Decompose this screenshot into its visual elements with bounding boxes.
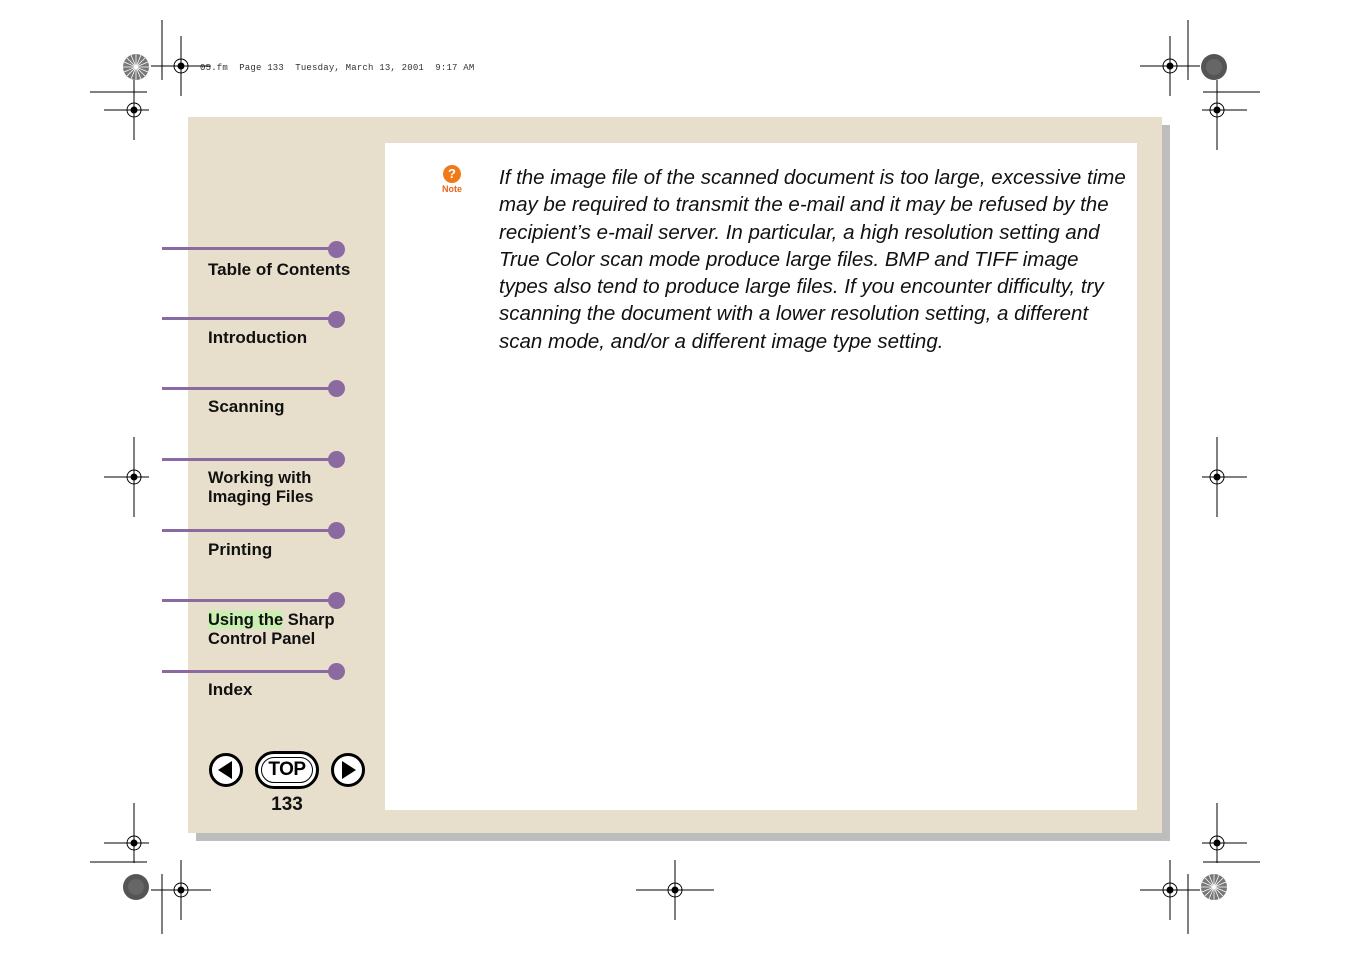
sidebar-item-label-line1: Working with <box>208 469 312 487</box>
sidebar-item-using-the-sharp-control-panel[interactable] <box>208 611 335 649</box>
registration-mark <box>636 860 716 920</box>
sidebar-bullet-icon <box>328 663 345 680</box>
sidebar-item-working-with-imaging-files[interactable] <box>208 469 313 507</box>
sidebar-item-index[interactable]: Index <box>208 680 253 699</box>
sidebar-item-label-line2: Imaging Files <box>208 488 314 506</box>
sidebar-bullet-icon <box>328 451 345 468</box>
sidebar-item-label-line1 <box>208 611 335 630</box>
left-arrow-icon <box>212 756 240 784</box>
page-number: 133 <box>271 794 303 815</box>
sidebar-bullet-icon <box>328 311 345 328</box>
top-button-label: TOP <box>268 759 306 780</box>
registration-mark <box>104 80 164 140</box>
right-arrow-icon <box>334 756 362 784</box>
sidebar-item-label-line2: Control Panel <box>208 630 316 648</box>
registration-mark <box>151 860 211 920</box>
sidebar-bullet-icon <box>328 380 345 397</box>
next-page-button[interactable] <box>331 753 365 787</box>
sidebar-divider <box>162 458 337 461</box>
sidebar-item-introduction[interactable]: Introduction <box>208 328 308 347</box>
sidebar-bullet-icon <box>328 592 345 609</box>
starburst-mark <box>122 53 150 81</box>
registration-mark <box>104 437 164 517</box>
previous-page-button[interactable] <box>209 753 243 787</box>
starburst-mark <box>1200 873 1228 901</box>
sidebar-divider <box>162 670 337 673</box>
print-header: 05.fm Page 133 Tuesday, March 13, 2001 9:17 AM <box>200 63 475 73</box>
sidebar-item-table-of-contents[interactable]: Table of Contents <box>208 260 351 279</box>
sidebar-divider <box>162 317 337 320</box>
question-icon: ? <box>443 165 461 183</box>
sidebar-item-scanning[interactable]: Scanning <box>208 397 285 416</box>
note-text: If the image file of the scanned document is too large, excessive time may be required to transmit the e-mail and it may be refused by the recipient’s e-mail server. In particular, a high resolution setting and True Color scan mode produce large files. BMP and TIFF image types also tend to produce large files. If you encounter difficulty, try scanning the document with a lower resolution setting, a different scan mode, and/or a different image type setting. <box>499 166 1126 353</box>
registration-mark <box>1187 80 1247 150</box>
sidebar-item-printing[interactable]: Printing <box>208 540 273 559</box>
hover-highlight: Using the <box>208 611 284 629</box>
registration-mark <box>1187 437 1247 517</box>
sidebar-divider <box>162 529 337 532</box>
gray-dot-mark <box>122 873 150 901</box>
sidebar-divider <box>162 599 337 602</box>
sidebar-bullet-icon <box>328 522 345 539</box>
sidebar-divider <box>162 247 337 250</box>
sidebar-bullet-icon <box>328 241 345 258</box>
registration-mark <box>1140 860 1200 920</box>
note-icon <box>441 165 463 197</box>
sidebar-divider <box>162 387 337 390</box>
top-button[interactable] <box>255 751 319 789</box>
gray-dot-mark <box>1200 53 1228 81</box>
sidebar-item-label-rest: Sharp <box>283 611 335 629</box>
note-label: Note <box>442 184 462 194</box>
